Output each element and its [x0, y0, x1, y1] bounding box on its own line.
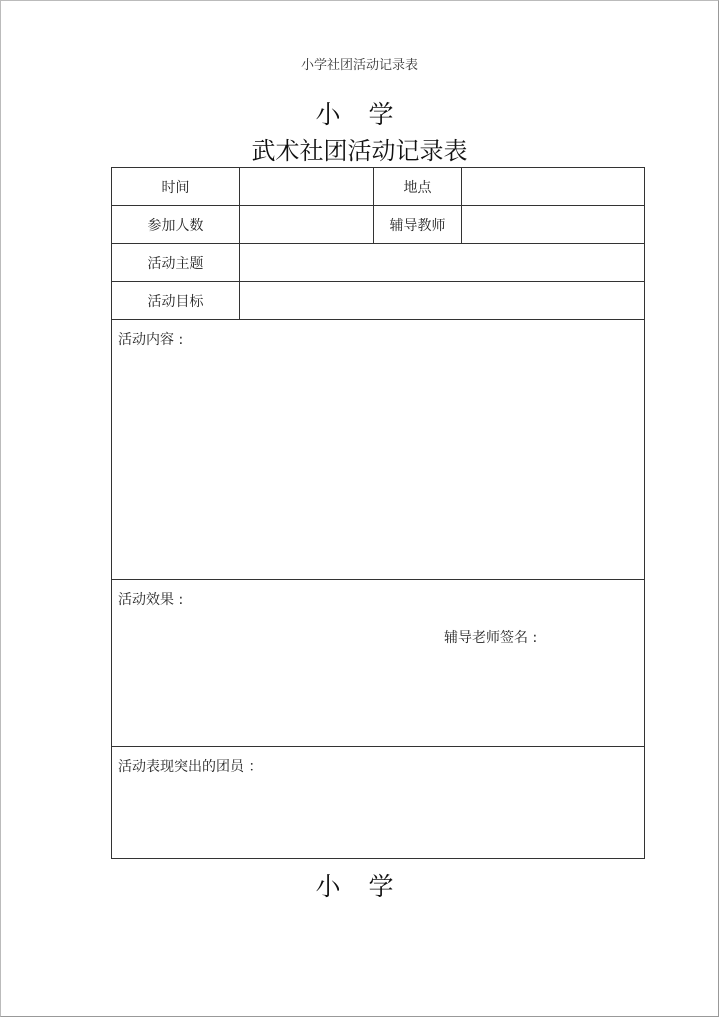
theme-label: 活动主题: [112, 244, 240, 282]
participants-label: 参加人数: [112, 206, 240, 244]
running-header: 小学社团活动记录表: [300, 58, 418, 73]
goal-label: 活动目标: [112, 282, 240, 320]
table-row: [112, 580, 645, 747]
table-row: [112, 282, 645, 320]
content-label: 活动内容 :: [118, 332, 184, 348]
table-row: [112, 244, 645, 282]
place-label: 地点: [374, 168, 462, 206]
table-row: [112, 320, 645, 580]
teacher-label: 辅导教师: [374, 206, 462, 244]
document-title: 武术社团活动记录表: [251, 137, 468, 165]
outstanding-label: 活动表现突出的团员 ：: [118, 759, 263, 775]
school-name: 小 学: [315, 100, 404, 129]
table-row: [112, 206, 645, 244]
time-label: 时间: [112, 168, 240, 206]
effect-label: 活动效果 :: [118, 592, 184, 608]
outstanding-section[interactable]: [112, 747, 645, 859]
participants-field[interactable]: [240, 206, 374, 244]
effect-section[interactable]: [112, 580, 645, 747]
theme-field[interactable]: [240, 244, 645, 282]
footer-school-name: 小 学: [315, 872, 404, 901]
teacher-field[interactable]: [462, 206, 645, 244]
record-table: [111, 167, 645, 859]
content-section[interactable]: [112, 320, 645, 580]
goal-field[interactable]: [240, 282, 645, 320]
time-field[interactable]: [240, 168, 374, 206]
signature-label: 辅导老师签名 :: [444, 630, 538, 646]
table-row: [112, 747, 645, 859]
place-field[interactable]: [462, 168, 645, 206]
table-row: [112, 168, 645, 206]
